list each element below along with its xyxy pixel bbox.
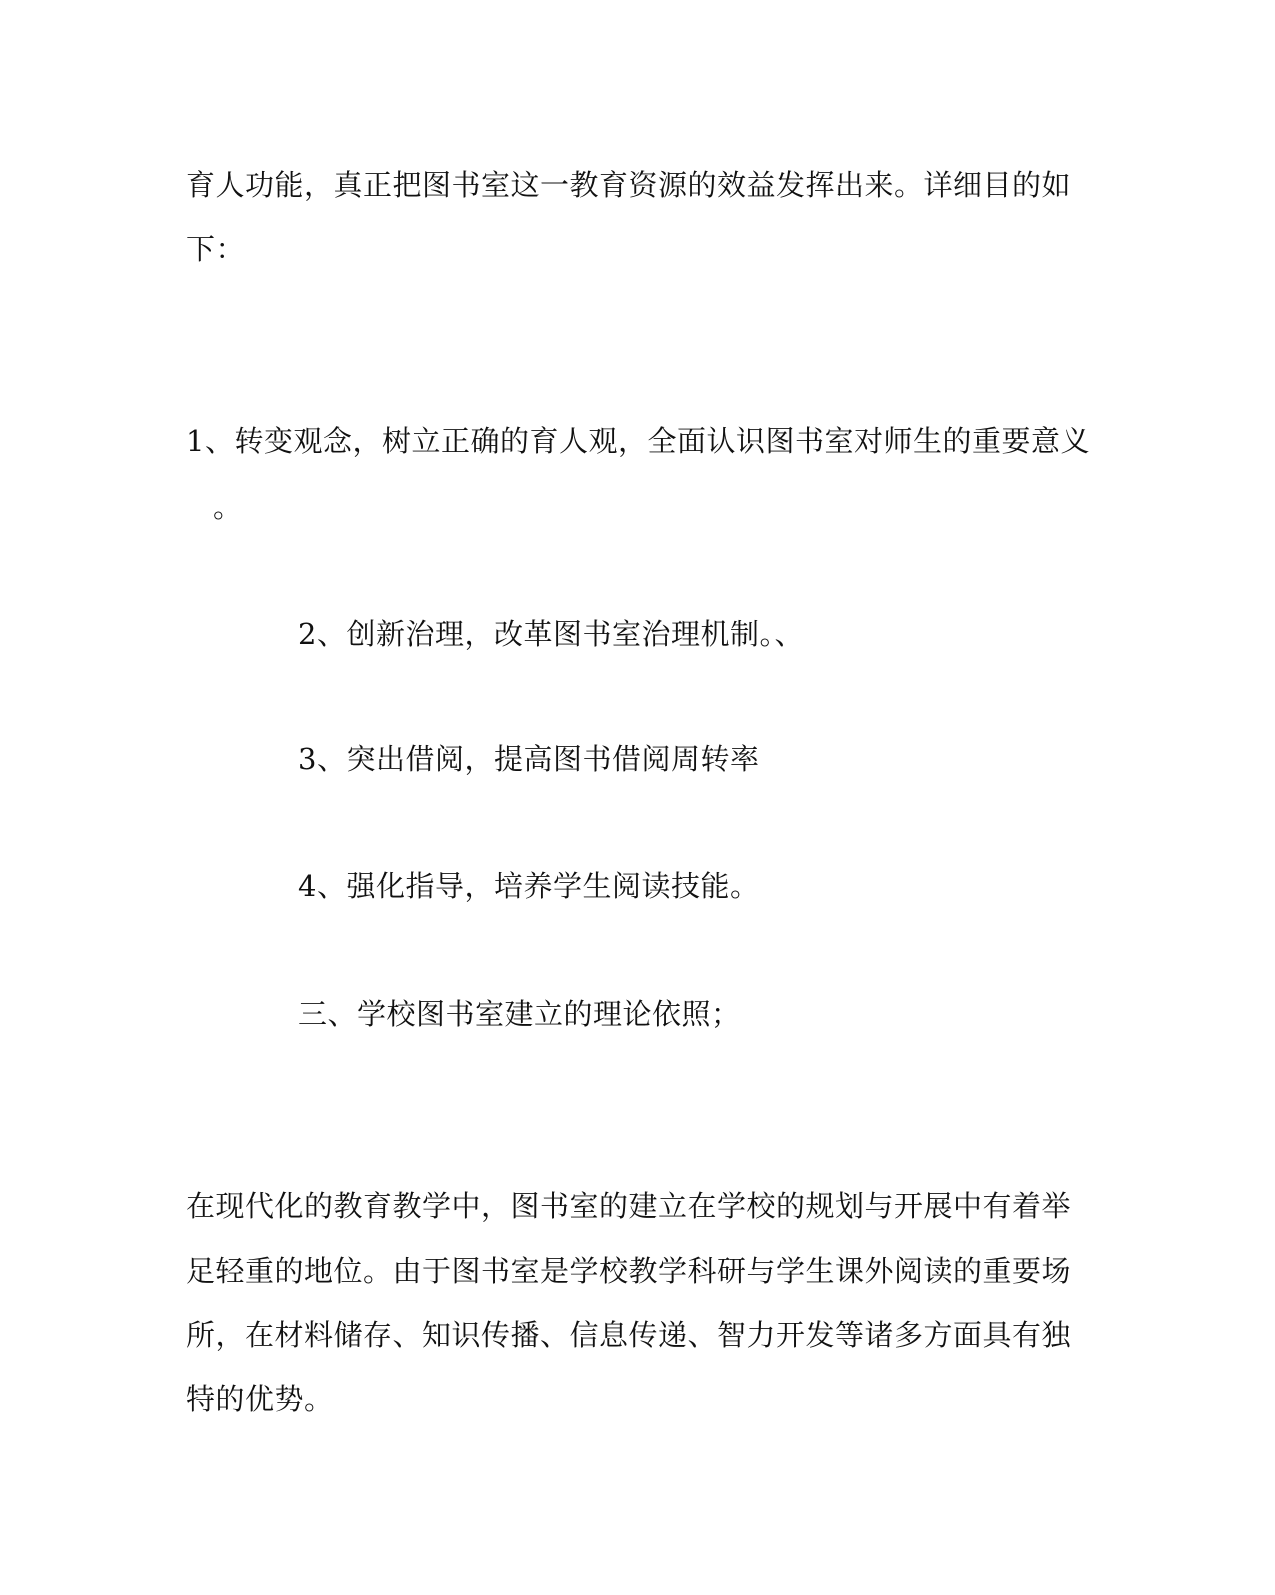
body-paragraph-line-3: 所，在材料储存、知识传播、信息传递、智力开发等诸多方面具有独 (186, 1318, 1072, 1352)
list-item-2: 2、创新治理，改革图书室治理机制。、 (298, 617, 804, 651)
intro-paragraph-line-1: 育人功能，真正把图书室这一教育资源的效益发挥出来。详细目的如 (186, 168, 1072, 202)
list-item-1-line-2: 。 (213, 490, 243, 524)
body-paragraph-line-1: 在现代化的教育教学中，图书室的建立在学校的规划与开展中有着举 (186, 1189, 1072, 1223)
list-item-4: 4、强化指导，培养学生阅读技能。 (298, 869, 760, 903)
body-paragraph-line-2: 足轻重的地位。由于图书室是学校教学科研与学生课外阅读的重要场 (186, 1254, 1072, 1288)
intro-paragraph-line-2: 下： (186, 232, 246, 266)
section-heading: 三、学校图书室建立的理论依照； (298, 997, 741, 1031)
list-item-1-line-1: 1、转变观念，树立正确的育人观，全面认识图书室对师生的重要意义 (186, 424, 1090, 458)
body-paragraph-line-4: 特的优势。 (186, 1382, 334, 1416)
list-item-3: 3、突出借阅，提高图书借阅周转率 (298, 742, 760, 776)
